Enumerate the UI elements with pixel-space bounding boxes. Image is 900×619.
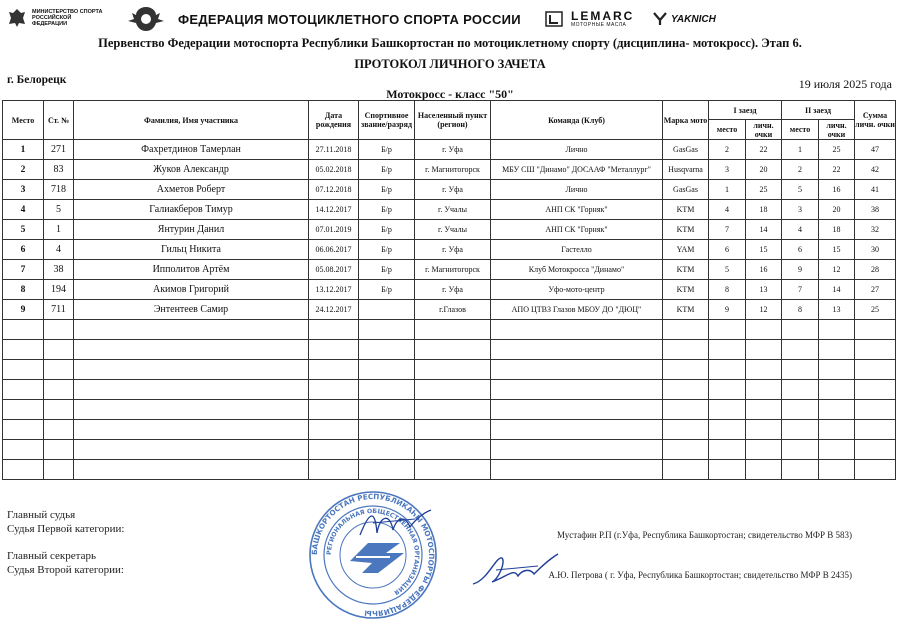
cell-team: АНП СК "Горняк" — [491, 220, 663, 240]
empty-cell — [44, 360, 74, 380]
empty-cell — [74, 380, 309, 400]
svg-text:РЕГИОНАЛЬНАЯ ОБЩЕСТВЕННАЯ ОРГА: РЕГИОНАЛЬНАЯ ОБЩЕСТВЕННАЯ ОРГАНИЗАЦИЯ — [325, 507, 421, 596]
empty-cell — [709, 460, 746, 480]
ministry-logo — [6, 7, 104, 29]
cell-place: 5 — [3, 220, 44, 240]
col-dob: Дата рождения — [309, 101, 359, 140]
ministry-line2: РОССИЙСКОЙ ФЕДЕРАЦИИ — [32, 15, 72, 27]
empty-cell — [309, 460, 359, 480]
empty-cell — [74, 420, 309, 440]
cell-rank: Б/р — [359, 200, 415, 220]
empty-cell — [3, 460, 44, 480]
svg-text:БАШКОРТОСТАН РЕСПУБЛИКАҺЫ МОТО: БАШКОРТОСТАН РЕСПУБЛИКАҺЫ МОТОСПОРТЫ ФЕДЕРАЦИЯҺЫ — [309, 491, 437, 619]
table-row — [3, 280, 896, 300]
cell-dob: 06.06.2017 — [309, 240, 359, 260]
cell-dob: 14.12.2017 — [309, 200, 359, 220]
cell-team: АПО ЦТВЗ Глазов МБОУ ДО "ДЮЦ" — [491, 300, 663, 320]
empty-cell — [74, 360, 309, 380]
cell-bike: YAM — [663, 240, 709, 260]
empty-cell — [709, 400, 746, 420]
empty-cell — [709, 420, 746, 440]
empty-cell — [415, 400, 491, 420]
cell-dob: 07.12.2018 — [309, 180, 359, 200]
empty-cell — [44, 460, 74, 480]
federation-emblem-icon — [126, 5, 166, 33]
cell-heat1-place: 7 — [709, 220, 746, 240]
cell-start-number: 718 — [44, 180, 74, 200]
empty-cell — [44, 380, 74, 400]
empty-cell — [309, 400, 359, 420]
cell-heat1-points: 25 — [746, 180, 782, 200]
col-bike: Марка мото — [663, 101, 709, 140]
cell-heat2-place: 6 — [782, 240, 819, 260]
empty-cell — [415, 380, 491, 400]
cell-rank: Б/р — [359, 220, 415, 240]
empty-cell — [359, 440, 415, 460]
cell-start-number: 5 — [44, 200, 74, 220]
cell-heat1-points: 16 — [746, 260, 782, 280]
empty-cell — [359, 380, 415, 400]
empty-cell — [309, 360, 359, 380]
empty-cell — [415, 360, 491, 380]
lemarc-logo — [543, 10, 634, 28]
empty-cell — [782, 320, 819, 340]
cell-participant-name: Янтурин Данил — [74, 220, 309, 240]
chief-judge-signature-icon — [355, 505, 435, 545]
empty-cell — [3, 420, 44, 440]
cell-rank: Б/р — [359, 140, 415, 160]
cell-participant-name: Галиакберов Тимур — [74, 200, 309, 220]
cell-place: 1 — [3, 140, 44, 160]
cell-heat1-place: 2 — [709, 140, 746, 160]
cell-heat1-points: 12 — [746, 300, 782, 320]
empty-cell — [663, 320, 709, 340]
cell-heat1-place: 8 — [709, 280, 746, 300]
cell-dob: 27.11.2018 — [309, 140, 359, 160]
empty-cell — [74, 460, 309, 480]
cell-heat2-points: 18 — [819, 220, 855, 240]
cell-place: 3 — [3, 180, 44, 200]
empty-cell — [44, 420, 74, 440]
empty-cell — [746, 320, 782, 340]
cell-team: Уфо-мото-центр — [491, 280, 663, 300]
lemarc-name: LEMARC — [571, 9, 635, 23]
table-row — [3, 220, 896, 240]
cell-dob: 05.02.2018 — [309, 160, 359, 180]
event-date: 19 июля 2025 года — [798, 77, 892, 91]
empty-table-row — [3, 360, 896, 380]
empty-table-row — [3, 320, 896, 340]
empty-cell — [663, 380, 709, 400]
cell-heat2-points: 16 — [819, 180, 855, 200]
empty-table-row — [3, 420, 896, 440]
cell-dob: 05.08.2017 — [309, 260, 359, 280]
empty-cell — [3, 340, 44, 360]
empty-cell — [855, 400, 896, 420]
cell-heat1-points: 14 — [746, 220, 782, 240]
secretary-signature-icon — [468, 550, 563, 590]
empty-cell — [359, 420, 415, 440]
empty-cell — [819, 460, 855, 480]
cell-heat1-points: 13 — [746, 280, 782, 300]
cell-locality: г. Уфа — [415, 180, 491, 200]
empty-cell — [3, 320, 44, 340]
empty-cell — [782, 460, 819, 480]
cell-rank: Б/р — [359, 260, 415, 280]
table-row — [3, 240, 896, 260]
cell-locality: г. Уфа — [415, 280, 491, 300]
empty-cell — [855, 420, 896, 440]
cell-locality: г. Учалы — [415, 200, 491, 220]
cell-bike: Husqvarna — [663, 160, 709, 180]
empty-cell — [746, 400, 782, 420]
cell-team: Клуб Мотокросса "Динамо" — [491, 260, 663, 280]
venue-city: г. Белорецк — [7, 74, 67, 86]
col-heat2: II заезд — [782, 101, 855, 120]
empty-cell — [782, 380, 819, 400]
secretary-block — [7, 549, 124, 577]
empty-cell — [3, 360, 44, 380]
secretary-category: Судья Второй категории: — [7, 564, 124, 576]
cell-heat2-points: 15 — [819, 240, 855, 260]
cell-participant-name: Фахретдинов Тамерлан — [74, 140, 309, 160]
empty-cell — [819, 320, 855, 340]
cell-heat1-place: 1 — [709, 180, 746, 200]
cell-team: Лично — [491, 180, 663, 200]
cell-total-points: 38 — [855, 200, 896, 220]
cell-heat2-place: 5 — [782, 180, 819, 200]
cell-heat2-points: 20 — [819, 200, 855, 220]
cell-heat2-place: 1 — [782, 140, 819, 160]
cell-rank: Б/р — [359, 280, 415, 300]
cell-dob: 07.01.2019 — [309, 220, 359, 240]
empty-cell — [855, 360, 896, 380]
yaknich-mark-icon — [652, 11, 668, 27]
empty-cell — [491, 400, 663, 420]
empty-cell — [782, 360, 819, 380]
empty-cell — [819, 420, 855, 440]
empty-cell — [491, 340, 663, 360]
cell-place: 7 — [3, 260, 44, 280]
empty-cell — [3, 440, 44, 460]
cell-team: АНП СК "Горняк" — [491, 200, 663, 220]
cell-place: 4 — [3, 200, 44, 220]
chief-judge-category: Судья Первой категории: — [7, 523, 125, 535]
col-total: Сумма личн. очки — [855, 101, 896, 140]
cell-heat1-points: 20 — [746, 160, 782, 180]
col-team: Команда (Клуб) — [491, 101, 663, 140]
empty-cell — [819, 400, 855, 420]
ministry-line1: МИНИСТЕРСТВО СПОРТА — [32, 9, 103, 15]
empty-cell — [74, 320, 309, 340]
cell-dob: 24.12.2017 — [309, 300, 359, 320]
cell-heat2-place: 7 — [782, 280, 819, 300]
cell-heat1-place: 6 — [709, 240, 746, 260]
cell-total-points: 42 — [855, 160, 896, 180]
empty-cell — [819, 360, 855, 380]
chief-judge-name: Мустафин Р.П (г.Уфа, Республика Башкортостан; свидетельство МФР В 583) — [556, 530, 852, 540]
empty-cell — [746, 360, 782, 380]
empty-cell — [415, 440, 491, 460]
cell-start-number: 1 — [44, 220, 74, 240]
empty-cell — [746, 440, 782, 460]
cell-bike: KTM — [663, 200, 709, 220]
col-heat2-points: личн. очки — [819, 120, 855, 140]
empty-cell — [855, 340, 896, 360]
table-row — [3, 300, 896, 320]
yaknich-logo — [652, 11, 716, 27]
col-start-number: Ст. № — [44, 101, 74, 140]
empty-cell — [74, 400, 309, 420]
cell-bike: KTM — [663, 260, 709, 280]
col-heat2-place: место — [782, 120, 819, 140]
cell-place: 6 — [3, 240, 44, 260]
table-header-row — [3, 101, 896, 120]
cell-participant-name: Ипполитов Артём — [74, 260, 309, 280]
empty-cell — [359, 320, 415, 340]
cell-team: Лично — [491, 140, 663, 160]
cell-place: 8 — [3, 280, 44, 300]
cell-start-number: 4 — [44, 240, 74, 260]
cell-heat2-points: 14 — [819, 280, 855, 300]
yaknich-name: YAKNICH — [671, 13, 716, 25]
cell-total-points: 27 — [855, 280, 896, 300]
empty-cell — [782, 340, 819, 360]
cell-bike: GasGas — [663, 180, 709, 200]
cell-rank: Б/р — [359, 180, 415, 200]
empty-cell — [44, 340, 74, 360]
secretary-name: А.Ю. Петрова ( г. Уфа, Республика Башкортостан; свидетельство МФР В 2435) — [548, 570, 852, 580]
cell-total-points: 25 — [855, 300, 896, 320]
empty-cell — [663, 400, 709, 420]
empty-cell — [782, 440, 819, 460]
empty-cell — [855, 320, 896, 340]
cell-heat1-place: 5 — [709, 260, 746, 280]
cell-place: 9 — [3, 300, 44, 320]
empty-cell — [491, 420, 663, 440]
cell-locality: г. Уфа — [415, 240, 491, 260]
empty-cell — [663, 340, 709, 360]
col-heat1-place: место — [709, 120, 746, 140]
empty-table-row — [3, 380, 896, 400]
empty-cell — [819, 380, 855, 400]
table-row — [3, 200, 896, 220]
cell-total-points: 47 — [855, 140, 896, 160]
empty-cell — [359, 400, 415, 420]
cell-total-points: 30 — [855, 240, 896, 260]
secretary-role: Главный секретарь — [7, 550, 96, 562]
empty-cell — [782, 400, 819, 420]
cell-total-points: 32 — [855, 220, 896, 240]
cell-locality: г. Уфа — [415, 140, 491, 160]
empty-cell — [819, 440, 855, 460]
chief-judge-role: Главный судья — [7, 509, 76, 521]
empty-cell — [359, 360, 415, 380]
col-place: Место — [3, 101, 44, 140]
empty-cell — [491, 460, 663, 480]
empty-cell — [491, 320, 663, 340]
results-table — [2, 100, 896, 480]
cell-rank: Б/р — [359, 240, 415, 260]
cell-heat1-place: 3 — [709, 160, 746, 180]
cell-start-number: 711 — [44, 300, 74, 320]
cell-total-points: 28 — [855, 260, 896, 280]
empty-cell — [491, 360, 663, 380]
cell-locality: г. Магнитогорск — [415, 160, 491, 180]
cell-team: МБУ СШ "Динамо" ДОСААФ "Металлург" — [491, 160, 663, 180]
cell-bike: KTM — [663, 220, 709, 240]
cell-rank — [359, 300, 415, 320]
empty-cell — [309, 320, 359, 340]
empty-cell — [309, 420, 359, 440]
cell-heat2-place: 2 — [782, 160, 819, 180]
empty-cell — [746, 420, 782, 440]
empty-cell — [415, 460, 491, 480]
empty-cell — [415, 340, 491, 360]
empty-cell — [491, 380, 663, 400]
cell-heat1-points: 18 — [746, 200, 782, 220]
cell-bike: KTM — [663, 280, 709, 300]
empty-cell — [746, 460, 782, 480]
empty-cell — [309, 380, 359, 400]
cell-heat2-place: 4 — [782, 220, 819, 240]
cell-rank: Б/р — [359, 160, 415, 180]
col-heat1: I заезд — [709, 101, 782, 120]
empty-cell — [663, 460, 709, 480]
cell-heat2-points: 12 — [819, 260, 855, 280]
empty-cell — [74, 440, 309, 460]
cell-bike: KTM — [663, 300, 709, 320]
lemarc-mark-icon — [543, 10, 565, 28]
cell-participant-name: Энтентеев Самир — [74, 300, 309, 320]
cell-bike: GasGas — [663, 140, 709, 160]
cell-heat2-points: 25 — [819, 140, 855, 160]
col-locality: Населенный пункт (регион) — [415, 101, 491, 140]
empty-cell — [855, 460, 896, 480]
protocol-title: ПРОТОКОЛ ЛИЧНОГО ЗАЧЕТА — [354, 57, 546, 71]
cell-heat2-place: 8 — [782, 300, 819, 320]
cell-participant-name: Акимов Григорий — [74, 280, 309, 300]
cell-heat1-place: 4 — [709, 200, 746, 220]
event-title: Первенство Федерации мотоспорта Республики Башкортостан по мотоциклетному спорту (дисциплина- мотокросс). Этап 6. — [98, 36, 802, 50]
cell-locality: г. Учалы — [415, 220, 491, 240]
empty-cell — [3, 380, 44, 400]
empty-table-row — [3, 460, 896, 480]
cell-team: Гастелло — [491, 240, 663, 260]
empty-cell — [709, 360, 746, 380]
cell-heat2-points: 22 — [819, 160, 855, 180]
table-row — [3, 140, 896, 160]
empty-cell — [819, 340, 855, 360]
cell-participant-name: Ахметов Роберт — [74, 180, 309, 200]
empty-cell — [44, 440, 74, 460]
cell-start-number: 271 — [44, 140, 74, 160]
empty-cell — [415, 420, 491, 440]
cell-total-points: 41 — [855, 180, 896, 200]
chief-judge-block — [7, 508, 124, 536]
empty-cell — [309, 340, 359, 360]
cell-locality: г.Глазов — [415, 300, 491, 320]
col-rank: Спортивное звание/разряд — [359, 101, 415, 140]
table-row — [3, 260, 896, 280]
empty-cell — [709, 340, 746, 360]
empty-table-row — [3, 340, 896, 360]
table-row — [3, 160, 896, 180]
empty-cell — [709, 380, 746, 400]
empty-cell — [709, 320, 746, 340]
cell-place: 2 — [3, 160, 44, 180]
empty-cell — [359, 460, 415, 480]
results-body — [3, 140, 896, 480]
empty-cell — [855, 440, 896, 460]
col-name: Фамилия, Имя участника — [74, 101, 309, 140]
empty-cell — [309, 440, 359, 460]
cell-start-number: 83 — [44, 160, 74, 180]
federation-title: ФЕДЕРАЦИЯ МОТОЦИКЛЕТНОГО СПОРТА РОССИИ — [178, 12, 521, 27]
class-title: Мотокросс - класс "50" — [386, 87, 514, 101]
empty-cell — [663, 420, 709, 440]
empty-cell — [359, 340, 415, 360]
cell-locality: г. Магнитогорск — [415, 260, 491, 280]
table-row — [3, 180, 896, 200]
cell-dob: 13.12.2017 — [309, 280, 359, 300]
empty-cell — [44, 320, 74, 340]
cell-heat1-points: 15 — [746, 240, 782, 260]
empty-cell — [746, 380, 782, 400]
empty-table-row — [3, 440, 896, 460]
empty-cell — [855, 380, 896, 400]
cell-start-number: 194 — [44, 280, 74, 300]
empty-cell — [709, 440, 746, 460]
cell-participant-name: Гильц Никита — [74, 240, 309, 260]
empty-cell — [491, 440, 663, 460]
col-heat1-points: личн. очки — [746, 120, 782, 140]
empty-cell — [663, 440, 709, 460]
lemarc-sub: МОТОРНЫЕ МАСЛА — [571, 22, 627, 28]
empty-cell — [74, 340, 309, 360]
ministry-emblem-icon — [6, 7, 28, 29]
empty-table-row — [3, 400, 896, 420]
empty-cell — [746, 340, 782, 360]
cell-participant-name: Жуков Александр — [74, 160, 309, 180]
empty-cell — [415, 320, 491, 340]
empty-cell — [782, 420, 819, 440]
empty-cell — [3, 400, 44, 420]
cell-heat2-place: 9 — [782, 260, 819, 280]
cell-heat2-points: 13 — [819, 300, 855, 320]
cell-heat1-place: 9 — [709, 300, 746, 320]
cell-heat2-place: 3 — [782, 200, 819, 220]
cell-heat1-points: 22 — [746, 140, 782, 160]
cell-start-number: 38 — [44, 260, 74, 280]
empty-cell — [44, 400, 74, 420]
empty-cell — [663, 360, 709, 380]
